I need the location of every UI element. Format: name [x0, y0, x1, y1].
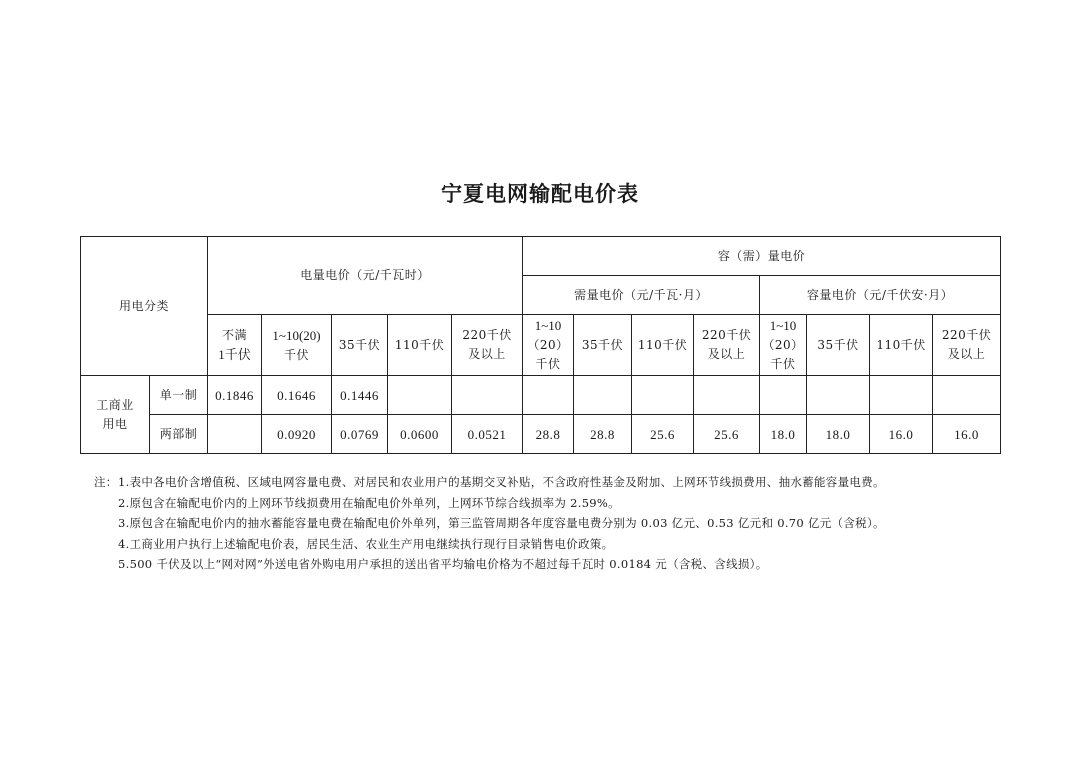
notes-prefix: 注： [94, 475, 118, 489]
capacity-demand-header: 容（需）量电价 [523, 237, 1001, 276]
page-title: 宁夏电网输配电价表 [441, 181, 639, 206]
energy-price-cell: 0.1846 [208, 376, 262, 415]
note-item: 3.原包含在输配电价内的抽水蓄能容量电费在输配电价外单列，第三监管周期各年度容量电费分别为 0.03 亿元、0.53 亿元和 0.70 亿元（含税）。 [118, 516, 885, 530]
capacity-price-cell [807, 376, 870, 415]
note-item: 4.工商业用户执行上述输配电价表，居民生活、农业生产用电继续执行现行目录销售电价政策。 [118, 536, 614, 551]
energy-price-cell: 0.1446 [332, 376, 388, 415]
energy-price-cell: 0.0521 [452, 415, 523, 454]
energy-level-header: 110千伏 [388, 315, 452, 376]
demand-price-cell: 28.8 [574, 415, 632, 454]
note-item: 5.500 千伏及以上“网对网”外送电省外购电用户承担的送出省平均输电价格为不超过每千瓦时 0.0184 元（含税、含线损）。 [118, 557, 768, 571]
capacity-price-cell [933, 376, 1001, 415]
capacity-price-cell: 18.0 [760, 415, 807, 454]
demand-level-header: 35千伏 [574, 315, 632, 376]
note-text: 1.表中各电价含增值税、区域电网容量电费、对居民和农业用户的基期交叉补贴，不含政府性基金及附加、上网环节线损费用、抽水蓄能容量电费。 [118, 475, 885, 489]
demand-level-header: 110千伏 [632, 315, 694, 376]
note-item [94, 472, 1054, 493]
capacity-price-cell: 16.0 [870, 415, 933, 454]
capacity-level-header: 1~10 （20） 千伏 [760, 315, 807, 376]
demand-level-header: 1~10 （20） 千伏 [523, 315, 574, 376]
demand-price-cell: 28.8 [523, 415, 574, 454]
energy-price-header: 电量电价（元/千瓦时） [208, 237, 523, 315]
header-row-1 [81, 237, 1001, 276]
demand-level-header: 220千伏 及以上 [694, 315, 760, 376]
energy-level-header: 35千伏 [332, 315, 388, 376]
energy-price-cell [452, 376, 523, 415]
demand-price-cell [523, 376, 574, 415]
group-label: 工商业 用电 [81, 376, 150, 454]
capacity-level-header: 110千伏 [870, 315, 933, 376]
energy-price-cell [208, 415, 262, 454]
energy-price-cell: 0.0920 [262, 415, 332, 454]
energy-price-cell: 0.0769 [332, 415, 388, 454]
demand-price-cell [632, 376, 694, 415]
tariff-table [80, 236, 1001, 454]
demand-price-header: 需量电价（元/千瓦·月） [523, 276, 760, 315]
capacity-price-cell: 16.0 [933, 415, 1001, 454]
demand-price-cell [574, 376, 632, 415]
demand-price-cell [694, 376, 760, 415]
system-label: 单一制 [150, 376, 208, 415]
capacity-level-header: 220千伏 及以上 [933, 315, 1001, 376]
demand-price-cell: 25.6 [694, 415, 760, 454]
energy-price-cell [388, 376, 452, 415]
voltage-level-row [81, 315, 1001, 376]
capacity-price-header: 容量电价（元/千伏安·月） [760, 276, 1001, 315]
energy-level-header: 不满 1千伏 [208, 315, 262, 376]
note-item: 2.原包含在输配电价内的上网环节线损费用在输配电价外单列，上网环节综合线损率为 2.59%。 [118, 495, 620, 510]
table-row [81, 415, 1001, 454]
capacity-price-cell [760, 376, 807, 415]
system-label: 两部制 [150, 415, 208, 454]
capacity-price-cell: 18.0 [807, 415, 870, 454]
capacity-level-header: 35千伏 [807, 315, 870, 376]
energy-price-cell: 0.0600 [388, 415, 452, 454]
demand-price-cell: 25.6 [632, 415, 694, 454]
energy-price-cell: 0.1646 [262, 376, 332, 415]
table-row [81, 376, 1001, 415]
notes [94, 472, 1054, 575]
energy-level-header: 1~10(20) 千伏 [262, 315, 332, 376]
category-header: 用电分类 [81, 237, 208, 376]
energy-level-header: 220千伏 及以上 [452, 315, 523, 376]
capacity-price-cell [870, 376, 933, 415]
